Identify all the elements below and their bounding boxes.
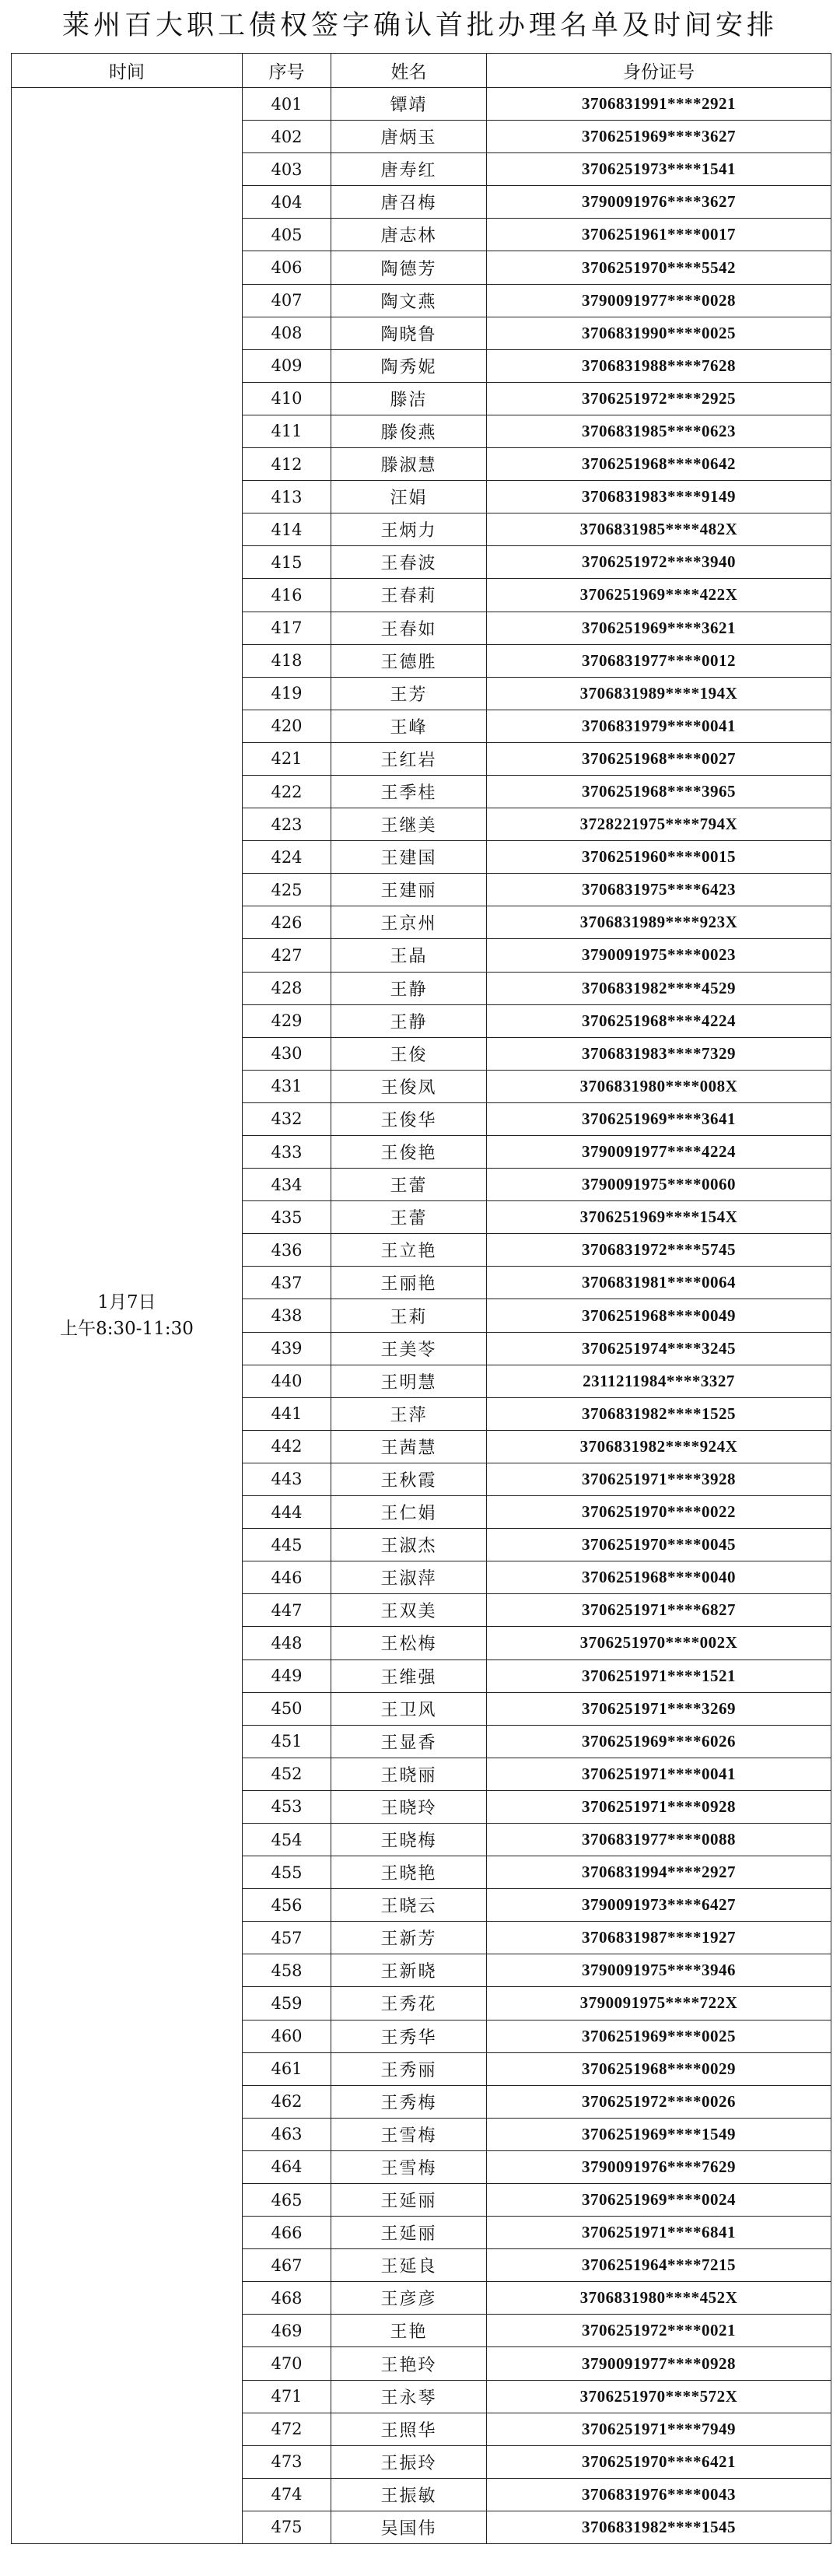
row-id-cell: 3706831982****1545	[487, 2511, 831, 2543]
row-seq-cell: 469	[243, 2315, 331, 2347]
header-time: 时间	[12, 54, 243, 88]
row-seq-cell: 446	[243, 1561, 331, 1594]
row-id-cell: 3706251968****0040	[487, 1561, 831, 1594]
row-name-cell: 陶文燕	[331, 284, 487, 317]
row-seq-cell: 424	[243, 841, 331, 874]
row-seq-cell: 467	[243, 2249, 331, 2282]
row-name-cell: 王显香	[331, 1725, 487, 1758]
row-seq-cell: 444	[243, 1496, 331, 1529]
row-id-cell: 3706251971****6827	[487, 1594, 831, 1627]
row-name-cell: 王茜慧	[331, 1430, 487, 1463]
row-id-cell: 3706251969****422X	[487, 579, 831, 612]
row-id-cell: 3706251974****3245	[487, 1332, 831, 1365]
row-seq-cell: 472	[243, 2413, 331, 2445]
row-seq-cell: 411	[243, 415, 331, 447]
row-id-cell: 3790091973****6427	[487, 1889, 831, 1922]
row-id-cell: 3706251969****3641	[487, 1102, 831, 1135]
row-id-cell: 3706251968****0029	[487, 2052, 831, 2085]
row-id-cell: 3790091975****722X	[487, 1987, 831, 2020]
row-name-cell: 王建丽	[331, 874, 487, 906]
row-id-cell: 3706251972****3940	[487, 546, 831, 579]
row-id-cell: 3790091977****0028	[487, 284, 831, 317]
row-id-cell: 3706251971****0928	[487, 1790, 831, 1823]
row-name-cell: 王俊华	[331, 1102, 487, 1135]
row-id-cell: 3706251970****002X	[487, 1627, 831, 1660]
row-seq-cell: 461	[243, 2052, 331, 2085]
row-id-cell: 3706831989****194X	[487, 677, 831, 710]
row-id-cell: 3706251972****0021	[487, 2315, 831, 2347]
row-id-cell: 3706831985****0623	[487, 415, 831, 447]
row-seq-cell: 445	[243, 1529, 331, 1561]
row-seq-cell: 441	[243, 1397, 331, 1430]
row-seq-cell: 457	[243, 1922, 331, 1954]
row-id-cell: 3706251968****0642	[487, 448, 831, 481]
table-header-row	[12, 54, 831, 88]
row-id-cell: 3790091975****3946	[487, 1954, 831, 1987]
row-seq-cell: 436	[243, 1234, 331, 1267]
row-name-cell: 王俊艳	[331, 1136, 487, 1169]
row-name-cell: 王芳	[331, 677, 487, 710]
row-name-cell: 王振敏	[331, 2478, 487, 2511]
row-seq-cell: 460	[243, 2020, 331, 2052]
row-id-cell: 3706251968****4224	[487, 1004, 831, 1037]
row-seq-cell: 426	[243, 906, 331, 939]
row-name-cell: 王德胜	[331, 644, 487, 677]
row-seq-cell: 447	[243, 1594, 331, 1627]
row-name-cell: 王雪梅	[331, 2118, 487, 2150]
row-seq-cell: 427	[243, 939, 331, 972]
row-name-cell: 王松梅	[331, 1627, 487, 1660]
row-seq-cell: 419	[243, 677, 331, 710]
row-seq-cell: 459	[243, 1987, 331, 2020]
row-name-cell: 王春莉	[331, 579, 487, 612]
row-name-cell: 王仁娟	[331, 1496, 487, 1529]
row-seq-cell: 440	[243, 1365, 331, 1397]
row-seq-cell: 408	[243, 317, 331, 349]
row-name-cell: 王京州	[331, 906, 487, 939]
row-id-cell: 3706251972****0026	[487, 2085, 831, 2118]
row-name-cell: 滕淑慧	[331, 448, 487, 481]
row-name-cell: 王晓玲	[331, 1790, 487, 1823]
row-seq-cell: 456	[243, 1889, 331, 1922]
row-name-cell: 王蕾	[331, 1169, 487, 1201]
row-seq-cell: 403	[243, 153, 331, 186]
row-id-cell: 3790091975****0023	[487, 939, 831, 972]
row-name-cell: 王继美	[331, 808, 487, 841]
row-seq-cell: 430	[243, 1037, 331, 1070]
row-name-cell: 王艳	[331, 2315, 487, 2347]
row-seq-cell: 471	[243, 2380, 331, 2413]
row-name-cell: 唐召梅	[331, 186, 487, 219]
row-id-cell: 3706831982****1525	[487, 1397, 831, 1430]
row-seq-cell: 402	[243, 121, 331, 153]
row-id-cell: 3706831994****2927	[487, 1856, 831, 1889]
row-seq-cell: 443	[243, 1463, 331, 1495]
row-id-cell: 3706251969****0024	[487, 2184, 831, 2217]
row-name-cell: 王晶	[331, 939, 487, 972]
row-seq-cell: 409	[243, 349, 331, 382]
row-name-cell: 吴国伟	[331, 2511, 487, 2543]
row-id-cell: 3790091977****4224	[487, 1136, 831, 1169]
row-seq-cell: 450	[243, 1692, 331, 1725]
row-name-cell: 陶德芳	[331, 251, 487, 284]
row-seq-cell: 458	[243, 1954, 331, 1987]
row-id-cell: 3706251969****3627	[487, 121, 831, 153]
row-id-cell: 3706251971****7949	[487, 2413, 831, 2445]
row-seq-cell: 464	[243, 2150, 331, 2183]
row-id-cell: 3706831977****0012	[487, 644, 831, 677]
row-id-cell: 3706251970****6421	[487, 2445, 831, 2478]
row-seq-cell: 422	[243, 775, 331, 808]
row-id-cell: 3706251969****1549	[487, 2118, 831, 2150]
row-name-cell: 王延良	[331, 2249, 487, 2282]
row-name-cell: 王淑萍	[331, 1561, 487, 1594]
row-id-cell: 3706831983****7329	[487, 1037, 831, 1070]
row-id-cell: 3706251971****3269	[487, 1692, 831, 1725]
row-name-cell: 陶晓鲁	[331, 317, 487, 349]
row-name-cell: 王秋霞	[331, 1463, 487, 1495]
row-id-cell: 3706251968****3965	[487, 775, 831, 808]
row-seq-cell: 474	[243, 2478, 331, 2511]
row-seq-cell: 425	[243, 874, 331, 906]
row-name-cell: 王美苓	[331, 1332, 487, 1365]
row-name-cell: 滕洁	[331, 382, 487, 415]
row-seq-cell: 454	[243, 1823, 331, 1856]
row-seq-cell: 452	[243, 1758, 331, 1790]
row-id-cell: 3706831975****6423	[487, 874, 831, 906]
table-body	[12, 88, 831, 2544]
row-name-cell: 王春波	[331, 546, 487, 579]
header-seq: 序号	[243, 54, 331, 88]
row-id-cell: 3706831980****008X	[487, 1070, 831, 1102]
row-id-cell: 3790091976****7629	[487, 2150, 831, 2183]
time-slot-date: 1月7日	[97, 1292, 156, 1313]
row-name-cell: 王秀梅	[331, 2085, 487, 2118]
row-name-cell: 王晓云	[331, 1889, 487, 1922]
row-name-cell: 王蕾	[331, 1201, 487, 1234]
row-name-cell: 王艳玲	[331, 2347, 487, 2380]
row-name-cell: 王新晓	[331, 1954, 487, 1987]
time-slot-period: 上午8:30-11:30	[60, 1319, 194, 1340]
row-seq-cell: 435	[243, 1201, 331, 1234]
row-seq-cell: 439	[243, 1332, 331, 1365]
row-seq-cell: 442	[243, 1430, 331, 1463]
row-name-cell: 唐寿红	[331, 153, 487, 186]
row-id-cell: 3706251968****0049	[487, 1299, 831, 1332]
row-id-cell: 3706831988****7628	[487, 349, 831, 382]
row-seq-cell: 431	[243, 1070, 331, 1102]
row-seq-cell: 432	[243, 1102, 331, 1135]
row-seq-cell: 414	[243, 513, 331, 546]
row-seq-cell: 423	[243, 808, 331, 841]
row-name-cell: 王俊	[331, 1037, 487, 1070]
row-name-cell: 王立艳	[331, 1234, 487, 1267]
row-seq-cell: 416	[243, 579, 331, 612]
row-id-cell: 3706831991****2921	[487, 88, 831, 121]
row-seq-cell: 429	[243, 1004, 331, 1037]
row-name-cell: 滕俊燕	[331, 415, 487, 447]
row-id-cell: 3790091976****3627	[487, 186, 831, 219]
row-name-cell: 王照华	[331, 2413, 487, 2445]
row-seq-cell: 420	[243, 710, 331, 742]
row-name-cell: 王彦彦	[331, 2282, 487, 2315]
row-name-cell: 王晓艳	[331, 1856, 487, 1889]
row-id-cell: 3728221975****794X	[487, 808, 831, 841]
row-name-cell: 王新芳	[331, 1922, 487, 1954]
row-seq-cell: 466	[243, 2217, 331, 2249]
row-name-cell: 镡靖	[331, 88, 487, 121]
page-title: 莱州百大职工债权签字确认首批办理名单及时间安排	[61, 10, 778, 41]
row-id-cell: 3706831972****5745	[487, 1234, 831, 1267]
row-id-cell: 3706251972****2925	[487, 382, 831, 415]
row-id-cell: 3706831980****452X	[487, 2282, 831, 2315]
row-name-cell: 王永琴	[331, 2380, 487, 2413]
row-seq-cell: 401	[243, 88, 331, 121]
row-name-cell: 王俊凤	[331, 1070, 487, 1102]
row-seq-cell: 433	[243, 1136, 331, 1169]
row-id-cell: 3706251968****0027	[487, 742, 831, 775]
row-id-cell: 3706831981****0064	[487, 1267, 831, 1299]
row-seq-cell: 449	[243, 1660, 331, 1692]
row-seq-cell: 468	[243, 2282, 331, 2315]
row-name-cell: 王萍	[331, 1397, 487, 1430]
row-seq-cell: 473	[243, 2445, 331, 2478]
row-name-cell: 王季桂	[331, 775, 487, 808]
row-seq-cell: 407	[243, 284, 331, 317]
row-seq-cell: 412	[243, 448, 331, 481]
row-seq-cell: 415	[243, 546, 331, 579]
row-seq-cell: 413	[243, 481, 331, 513]
row-name-cell: 王延丽	[331, 2184, 487, 2217]
row-seq-cell: 451	[243, 1725, 331, 1758]
row-seq-cell: 404	[243, 186, 331, 219]
row-seq-cell: 462	[243, 2085, 331, 2118]
row-id-cell: 3706831985****482X	[487, 513, 831, 546]
row-id-cell: 3706831977****0088	[487, 1823, 831, 1856]
row-id-cell: 3706251971****6841	[487, 2217, 831, 2249]
row-name-cell: 唐炳玉	[331, 121, 487, 153]
row-name-cell: 王丽艳	[331, 1267, 487, 1299]
row-id-cell: 3706831979****0041	[487, 710, 831, 742]
row-id-cell: 3706831987****1927	[487, 1922, 831, 1954]
row-id-cell: 3706251969****154X	[487, 1201, 831, 1234]
row-seq-cell: 470	[243, 2347, 331, 2380]
row-id-cell: 3706251971****0041	[487, 1758, 831, 1790]
row-id-cell: 3706251971****3928	[487, 1463, 831, 1495]
row-name-cell: 王建国	[331, 841, 487, 874]
header-id: 身份证号	[487, 54, 831, 88]
row-id-cell: 3706251971****1521	[487, 1660, 831, 1692]
row-seq-cell: 428	[243, 972, 331, 1004]
row-seq-cell: 418	[243, 644, 331, 677]
row-name-cell: 王晓梅	[331, 1823, 487, 1856]
row-seq-cell: 421	[243, 742, 331, 775]
row-name-cell: 王炳力	[331, 513, 487, 546]
row-name-cell: 王秀花	[331, 1987, 487, 2020]
row-seq-cell: 463	[243, 2118, 331, 2150]
row-name-cell: 王双美	[331, 1594, 487, 1627]
row-seq-cell: 465	[243, 2184, 331, 2217]
row-seq-cell: 475	[243, 2511, 331, 2543]
row-id-cell: 3706251960****0015	[487, 841, 831, 874]
row-name-cell: 王雪梅	[331, 2150, 487, 2183]
row-name-cell: 王静	[331, 972, 487, 1004]
row-id-cell: 3790091977****0928	[487, 2347, 831, 2380]
row-id-cell: 3706251964****7215	[487, 2249, 831, 2282]
row-name-cell: 王静	[331, 1004, 487, 1037]
header-name: 姓名	[331, 54, 487, 88]
row-seq-cell: 406	[243, 251, 331, 284]
row-seq-cell: 417	[243, 612, 331, 644]
row-name-cell: 王晓丽	[331, 1758, 487, 1790]
row-name-cell: 王延丽	[331, 2217, 487, 2249]
row-id-cell: 3706251970****5542	[487, 251, 831, 284]
row-name-cell: 王振玲	[331, 2445, 487, 2478]
row-id-cell: 3706831989****923X	[487, 906, 831, 939]
row-seq-cell: 405	[243, 219, 331, 251]
row-name-cell: 王秀华	[331, 2020, 487, 2052]
row-id-cell: 3790091975****0060	[487, 1169, 831, 1201]
row-seq-cell: 437	[243, 1267, 331, 1299]
row-name-cell: 王峰	[331, 710, 487, 742]
schedule-table	[11, 53, 831, 2544]
row-name-cell: 王维强	[331, 1660, 487, 1692]
row-seq-cell: 453	[243, 1790, 331, 1823]
row-seq-cell: 410	[243, 382, 331, 415]
row-seq-cell: 438	[243, 1299, 331, 1332]
row-seq-cell: 448	[243, 1627, 331, 1660]
row-id-cell: 3706251973****1541	[487, 153, 831, 186]
row-seq-cell: 455	[243, 1856, 331, 1889]
row-id-cell: 3706251970****0022	[487, 1496, 831, 1529]
row-id-cell: 3706251969****0025	[487, 2020, 831, 2052]
row-id-cell: 3706251970****0045	[487, 1529, 831, 1561]
row-seq-cell: 434	[243, 1169, 331, 1201]
row-name-cell: 汪娟	[331, 481, 487, 513]
row-id-cell: 3706831982****4529	[487, 972, 831, 1004]
row-name-cell: 王红岩	[331, 742, 487, 775]
table-row	[12, 88, 831, 121]
row-name-cell: 王卫风	[331, 1692, 487, 1725]
row-id-cell: 3706831990****0025	[487, 317, 831, 349]
row-name-cell: 王春如	[331, 612, 487, 644]
row-name-cell: 王秀丽	[331, 2052, 487, 2085]
row-id-cell: 3706251961****0017	[487, 219, 831, 251]
row-id-cell: 3706831976****0043	[487, 2478, 831, 2511]
row-name-cell: 王淑杰	[331, 1529, 487, 1561]
row-id-cell: 3706251969****3621	[487, 612, 831, 644]
row-name-cell: 王莉	[331, 1299, 487, 1332]
row-id-cell: 3706251969****6026	[487, 1725, 831, 1758]
time-slot-cell	[12, 88, 243, 2544]
row-id-cell: 3706831982****924X	[487, 1430, 831, 1463]
row-name-cell: 王明慧	[331, 1365, 487, 1397]
row-id-cell: 2311211984****3327	[487, 1365, 831, 1397]
row-name-cell: 唐志林	[331, 219, 487, 251]
row-id-cell: 3706831983****9149	[487, 481, 831, 513]
row-name-cell: 陶秀妮	[331, 349, 487, 382]
row-id-cell: 3706251970****572X	[487, 2380, 831, 2413]
